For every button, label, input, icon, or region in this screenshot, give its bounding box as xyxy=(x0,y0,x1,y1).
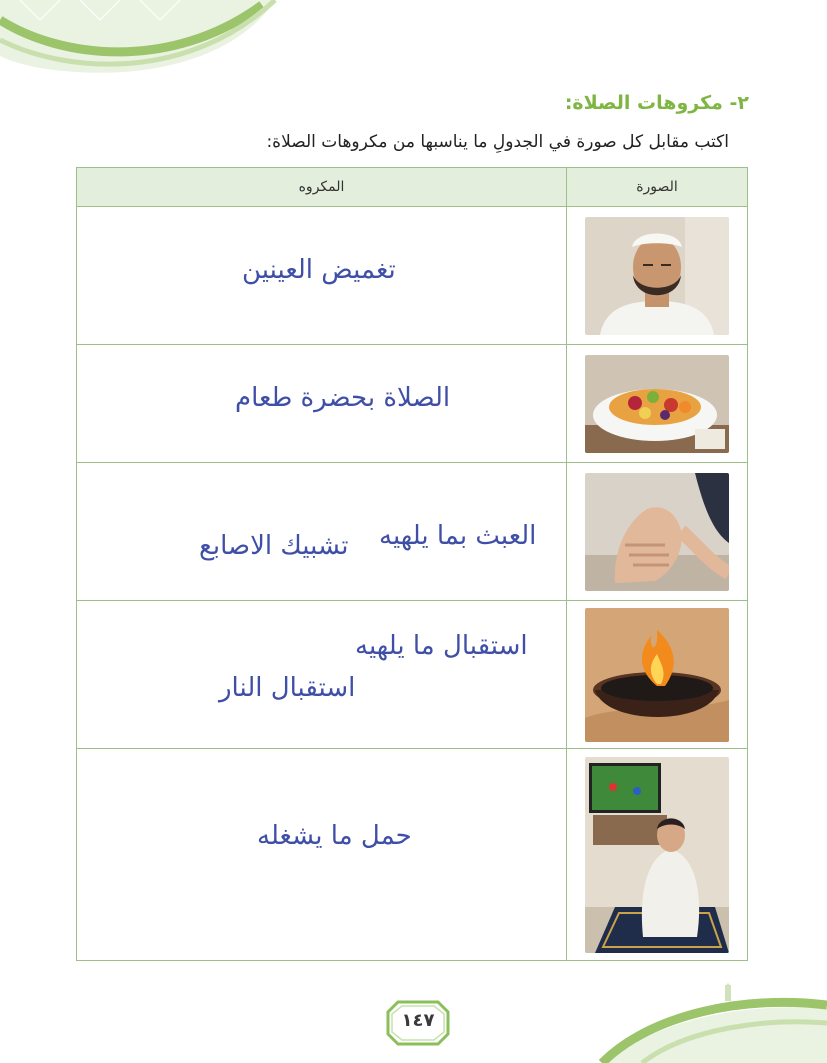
section-heading: ٢- مكروهات الصلاة: xyxy=(564,92,749,114)
page-number: ١٤٧ xyxy=(401,1010,435,1031)
image-cell xyxy=(567,749,748,961)
fruit-plate-photo xyxy=(585,355,729,453)
decorative-corner-top-left xyxy=(0,0,290,90)
decorative-corner-bottom-right xyxy=(597,983,827,1063)
clasped-hands-photo xyxy=(585,473,729,591)
answer-text: الصلاة بحضرة طعام xyxy=(235,383,451,413)
image-cell xyxy=(567,601,748,749)
answer-text: العبث بما يلهيه xyxy=(379,521,537,551)
answer-cell xyxy=(77,463,567,601)
boy-praying-tv-photo xyxy=(585,757,729,953)
answer-text: حمل ما يشغله xyxy=(257,821,412,851)
man-eyes-closed-photo xyxy=(585,217,729,335)
table-row xyxy=(77,345,748,463)
table-row xyxy=(77,463,748,601)
image-cell xyxy=(567,207,748,345)
answer-cell xyxy=(77,207,567,345)
answer-cell xyxy=(77,345,567,463)
answer-text: استقبال ما يلهيه xyxy=(355,631,528,661)
table-row xyxy=(77,207,748,345)
image-cell xyxy=(567,463,748,601)
answer-cell xyxy=(77,601,567,749)
instruction-text: اكتب مقابل كل صورة في الجدولِ ما يناسبها من مكروهات الصلاة: xyxy=(266,132,729,152)
table-row xyxy=(77,601,748,749)
table-row xyxy=(77,749,748,961)
answer-text: تشبيك الاصابع xyxy=(199,531,349,561)
header-image: الصورة xyxy=(567,168,748,207)
answer-cell xyxy=(77,749,567,961)
header-answer: المكروه xyxy=(77,168,567,207)
image-cell xyxy=(567,345,748,463)
fire-bowl-photo xyxy=(585,608,729,742)
answer-text: استقبال النار xyxy=(219,673,356,703)
answer-text: تغميض العينين xyxy=(242,255,396,285)
matching-table xyxy=(76,167,748,961)
